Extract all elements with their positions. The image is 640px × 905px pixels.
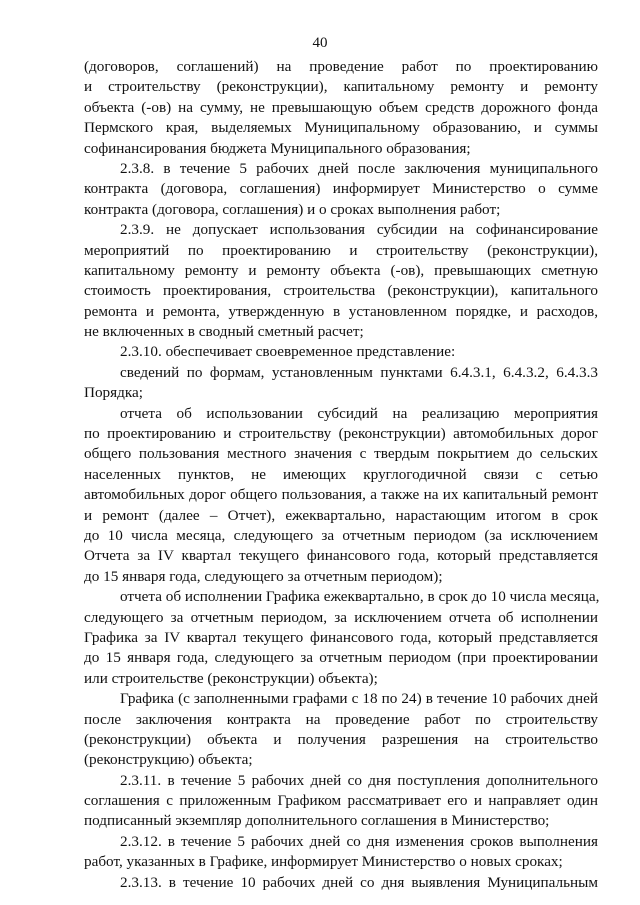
text-line: 2.3.11. в течение 5 рабочих дней со дня поступления дополнительного [120,771,598,789]
text-line: контракта (договора, соглашения) и о сроках выполнения работ; [84,200,501,218]
text-line: и ремонт (далее – Отчет), ежеквартально, нарастающим итогом в срок [84,506,598,524]
text-line: Пермского края, выделяемых Муниципальному образованию, и суммы [84,119,598,137]
text-line: Отчета за IV квартал текущего финансового года, который представляется [84,547,598,565]
text-line: 2.3.12. в течение 5 рабочих дней со дня изменения сроков выполнения [120,832,598,850]
text-line: до 10 числа месяца, следующего за отчетным периодом (за исключением [84,526,598,544]
text-line: (реконструкцию) объекта; [84,751,253,769]
text-line: (договоров, соглашений) на проведение работ по проектированию [84,58,598,75]
text-line: софинансирования бюджета Муниципального образования; [84,139,471,157]
text-line: капитальному ремонту и ремонту объекта (-ов), превышающих сметную [84,261,598,279]
text-line: подписанный экземпляр дополнительного соглашения в Министерство; [84,812,550,830]
text-line: следующего за отчетным периодом, за исключением отчета об исполнении [84,608,598,626]
text-line: 2.3.13. в течение 10 рабочих дней со дня выявления Муниципальным [120,873,598,891]
text-line: и строительству (реконструкции), капитальному ремонту и ремонту [84,78,598,96]
text-line: до 15 января года, следующего за отчетным периодом (при проектировании [84,649,598,667]
text-line: работ, указанных в Графике, информирует Министерство о новых сроках; [84,853,563,871]
text-line: объекта (-ов) на сумму, не превышающую объем средств дорожного фонда [84,98,598,116]
text-line: населенных пунктов, не имеющих круглогодичной связи с сетью [84,465,598,483]
text-line: или строительстве (реконструкции) объекта); [84,669,378,687]
text-line: мероприятий по проектированию и строительству (реконструкции), [84,241,598,259]
text-line: 2.3.8. в течение 5 рабочих дней после заключения муниципального [120,159,598,177]
text-line: по проектированию и строительству (реконструкции) автомобильных дорог [84,425,598,443]
body-text [84,57,598,893]
text-line: 2.3.10. обеспечивает своевременное представление: [120,343,456,361]
text-line: общего пользования местного значения с твердым покрытием до сельских [84,445,598,463]
text-line: соглашения с приложенным Графиком рассматривает его и направляет один [84,792,598,810]
text-line: отчета об исполнении Графика ежеквартально, в срок до 10 числа месяца, [120,588,600,606]
text-line: сведений по формам, установленным пунктами 6.4.3.1, 6.4.3.2, 6.4.3.3 [120,363,598,381]
text-line: (реконструкции) объекта и получения разрешения на строительство [84,730,598,748]
text-line: до 15 января года, следующего за отчетным периодом); [84,567,443,585]
text-line: ремонта и ремонта, утвержденную в установленном порядке, и расходов, [84,302,598,320]
text-line: 2.3.9. не допускает использования субсидии на софинансирование [120,221,598,239]
text-line: отчета об использовании субсидий на реализацию мероприятия [120,404,598,422]
text-line: Порядка; [84,384,143,402]
text-line: Графика за IV квартал текущего финансового года, который представляется [84,628,598,646]
text-line: не включенных в сводный сметный расчет; [84,323,364,341]
text-line: контракта (договора, соглашения) информирует Министерство о сумме [84,180,598,198]
page-number: 40 [312,35,328,51]
text-line: автомобильных дорог общего пользования, а также на их капитальный ремонт [84,486,598,504]
text-line: после заключения контракта на проведение работ по строительству [84,710,598,728]
text-line: стоимость проектирования, строительства (реконструкции), капитального [84,282,598,300]
text-line: Графика (с заполненными графами с 18 по 24) в течение 10 рабочих дней [120,690,598,708]
